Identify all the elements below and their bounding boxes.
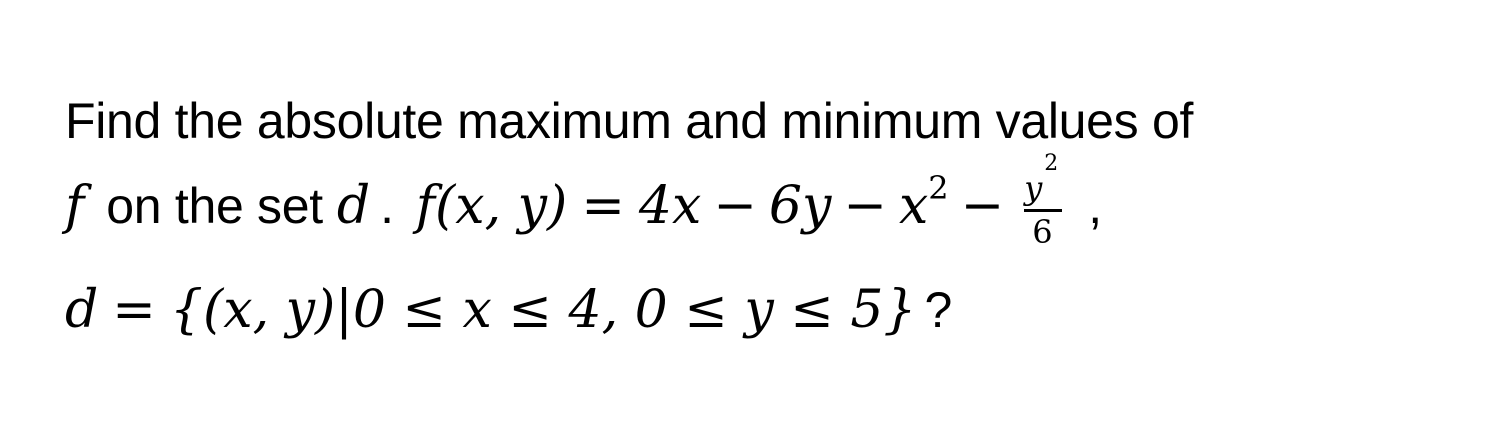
problem-intro-text: Find the absolute maximum and minimum values of xyxy=(65,93,1194,149)
set-symbol: d xyxy=(336,176,371,236)
on-the-set-text: on the set xyxy=(106,178,323,234)
equals-sign: = xyxy=(581,176,625,236)
domain-set-expression: {(x, y)|0 ≤ x ≤ 4, 0 ≤ y ≤ 5} xyxy=(169,280,917,340)
trailing-comma: , xyxy=(1088,178,1102,234)
term-x-exponent: 2 xyxy=(928,169,949,207)
function-symbol: f xyxy=(65,176,85,236)
minus-sign-1: − xyxy=(713,176,757,236)
term-6y: 6y xyxy=(768,176,832,236)
function-name: f xyxy=(415,176,435,236)
domain-equals-sign: = xyxy=(112,280,156,340)
question-mark: ? xyxy=(924,282,953,338)
term-x-base: x xyxy=(898,176,929,236)
minus-sign-3: − xyxy=(960,176,1005,236)
term-4x: 4x xyxy=(638,176,702,236)
function-arguments: (x, y) xyxy=(435,176,568,236)
problem-line-3 xyxy=(65,280,952,340)
minus-sign-2: − xyxy=(843,176,887,236)
sentence-period: . xyxy=(380,178,394,234)
problem-line-2 xyxy=(65,151,1102,251)
domain-set-symbol: d xyxy=(65,280,99,340)
fraction-bar xyxy=(1024,209,1062,212)
fraction-numerator-base: y xyxy=(1024,169,1043,207)
problem-line-1 xyxy=(65,92,1193,150)
fraction-numerator-exponent: 2 xyxy=(1044,151,1059,176)
fraction-denominator: 6 xyxy=(1032,213,1053,251)
